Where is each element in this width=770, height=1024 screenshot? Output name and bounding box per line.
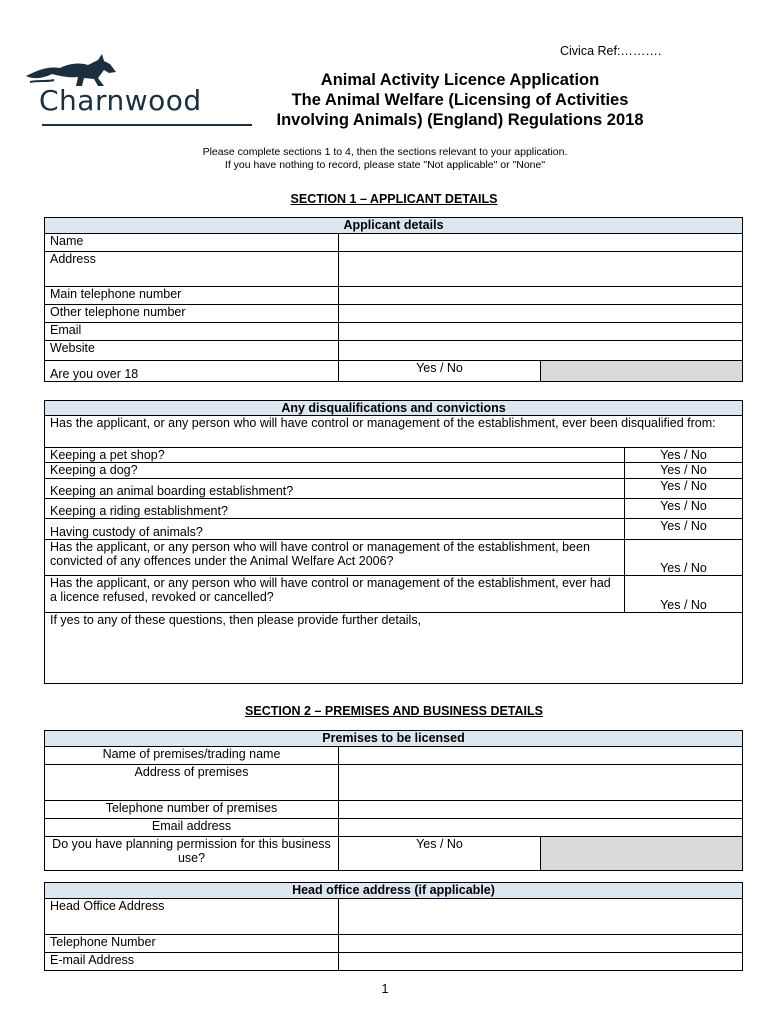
premises-phone-label: Telephone number of premises xyxy=(45,801,339,819)
website-label: Website xyxy=(45,341,339,361)
disq-question: Having custody of animals? xyxy=(45,519,625,540)
other-phone-label: Other telephone number xyxy=(45,305,339,323)
head-office-address-label: Head Office Address xyxy=(45,899,339,935)
logo-text: Charnwood xyxy=(39,84,202,117)
premises-address-field[interactable] xyxy=(339,765,743,801)
disq-question: Keeping a dog? xyxy=(45,463,625,479)
disq-answer[interactable]: Yes / No xyxy=(625,576,743,613)
name-field[interactable] xyxy=(339,234,743,252)
other-phone-field[interactable] xyxy=(339,305,743,323)
head-office-address-field[interactable] xyxy=(339,899,743,935)
head-office-phone-label: Telephone Number xyxy=(45,935,339,953)
instructions: Please complete sections 1 to 4, then the sections relevant to your application. If you have nothing to record, please state "Not applicable" or "None" xyxy=(202,146,568,171)
head-office-phone-field[interactable] xyxy=(339,935,743,953)
over18-label: Are you over 18 xyxy=(45,361,339,382)
charnwood-logo xyxy=(24,52,239,132)
premises-phone-field[interactable] xyxy=(339,801,743,819)
address-field[interactable] xyxy=(339,252,743,287)
head-office-email-field[interactable] xyxy=(339,953,743,971)
premises-name-field[interactable] xyxy=(339,747,743,765)
head-office-email-label: E-mail Address xyxy=(45,953,339,971)
premises-email-field[interactable] xyxy=(339,819,743,837)
planning-label: Do you have planning permission for this business use? xyxy=(45,837,339,871)
disq-question: Keeping a riding establishment? xyxy=(45,499,625,519)
further-details-field[interactable]: If yes to any of these questions, then please provide further details, xyxy=(45,613,743,684)
civica-ref: Civica Ref:………. xyxy=(560,44,662,58)
section1-heading: SECTION 1 – APPLICANT DETAILS xyxy=(290,192,498,206)
email-field[interactable] xyxy=(339,323,743,341)
disq-question: Keeping a pet shop? xyxy=(45,448,625,463)
disq-question: Has the applicant, or any person who will have control or management of the establishment, been convicted of any offences under the Animal Welfare Act 2006? xyxy=(45,540,625,576)
head-office-table xyxy=(44,882,743,971)
disq-intro: Has the applicant, or any person who will have control or management of the establishment, ever been disqualified from: xyxy=(45,416,743,448)
name-label: Name xyxy=(45,234,339,252)
table-header: Head office address (if applicable) xyxy=(45,883,743,899)
main-phone-field[interactable] xyxy=(339,287,743,305)
planning-answer[interactable]: Yes / No xyxy=(339,837,541,871)
website-field[interactable] xyxy=(339,341,743,361)
premises-name-label: Name of premises/trading name xyxy=(45,747,339,765)
page-number: 1 xyxy=(381,982,389,996)
address-label: Address xyxy=(45,252,339,287)
disq-answer[interactable]: Yes / No xyxy=(625,540,743,576)
disq-answer[interactable]: Yes / No xyxy=(625,448,743,463)
logo-underline xyxy=(42,124,252,126)
table-header: Any disqualifications and convictions xyxy=(45,401,743,416)
applicant-details-table xyxy=(44,217,743,382)
premises-address-label: Address of premises xyxy=(45,765,339,801)
disq-answer[interactable]: Yes / No xyxy=(625,463,743,479)
disqualifications-table xyxy=(44,400,743,684)
form-title: Animal Activity Licence Application The Animal Welfare (Licensing of Activities Involving Animals) (England) Regulations 2018 xyxy=(276,71,644,129)
premises-email-label: Email address xyxy=(45,819,339,837)
table-header: Applicant details xyxy=(45,218,743,234)
email-label: Email xyxy=(45,323,339,341)
planning-grey-cell xyxy=(541,837,743,871)
disq-question: Keeping an animal boarding establishment? xyxy=(45,479,625,499)
table-header: Premises to be licensed xyxy=(45,731,743,747)
main-phone-label: Main telephone number xyxy=(45,287,339,305)
disq-answer[interactable]: Yes / No xyxy=(625,499,743,519)
premises-table xyxy=(44,730,743,871)
over18-answer[interactable]: Yes / No xyxy=(339,361,541,382)
section2-heading: SECTION 2 – PREMISES AND BUSINESS DETAILS xyxy=(245,704,543,718)
over18-grey-cell xyxy=(541,361,743,382)
disq-answer[interactable]: Yes / No xyxy=(625,519,743,540)
disq-question: Has the applicant, or any person who will have control or management of the establishment, ever had a licence refused, revoked or cancelled? xyxy=(45,576,625,613)
disq-answer[interactable]: Yes / No xyxy=(625,479,743,499)
